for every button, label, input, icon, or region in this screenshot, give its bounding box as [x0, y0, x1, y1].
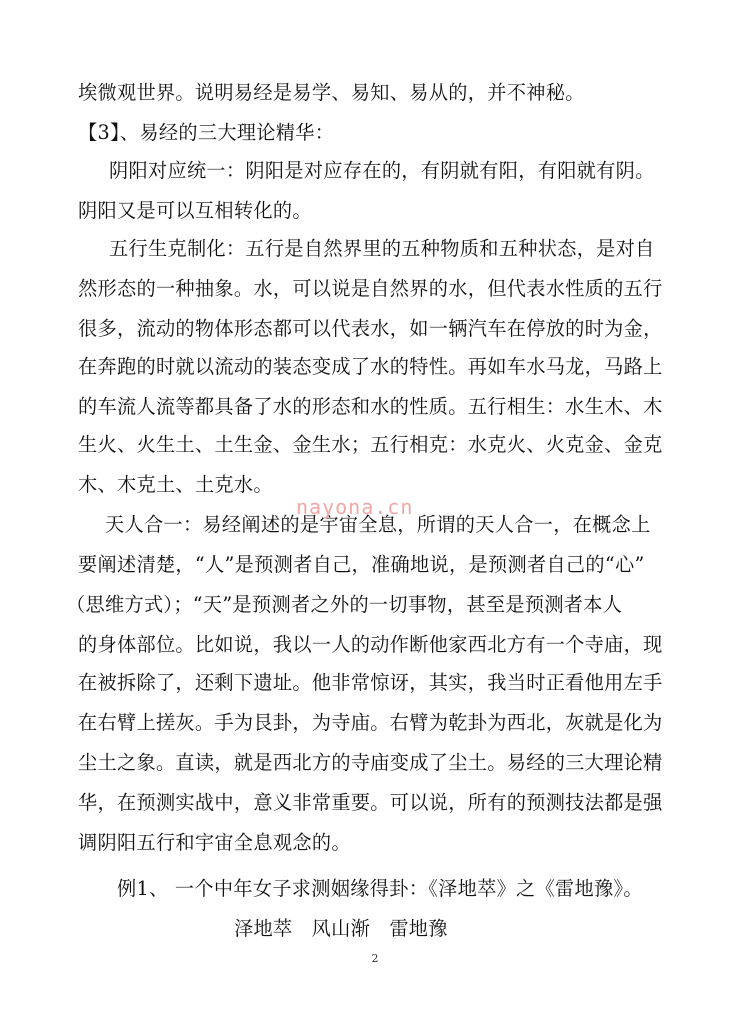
watermark: nayona.cn	[296, 495, 414, 519]
text-line-11: 木、木克土、土克水。	[78, 473, 273, 496]
text-line-14: （思维方式）；“天”是预测者之外的一切事物，甚至是预测者本人	[66, 593, 623, 616]
text-line-17: 在右臂上搓灰。手为艮卦，为寺庙。右臂为乾卦为西北，灰就是化为	[78, 711, 663, 734]
text-line-18: 尘土之象。直读，就是西北方的寺庙变成了尘土。易经的三大理论精	[78, 751, 663, 774]
text-line-4: 阴阳又是可以互相转化的。	[78, 199, 312, 222]
text-line-10: 生火、火生土、土生金、金生水；五行相克：水克火、火克金、金克	[78, 433, 663, 456]
text-line-13: 要阐述清楚，“人”是预测者自己，准确地说，是预测者自己的“心”	[78, 553, 645, 576]
section-heading: 【3】、易经的三大理论精华：	[78, 121, 335, 144]
text-line-1: 埃微观世界。说明易经是易学、易知、易从的，并不神秘。	[78, 81, 585, 104]
hexagram-names: 泽地萃 风山渐 雷地豫	[234, 917, 448, 940]
text-line-5: 五行生克制化：五行是自然界里的五种物质和五种状态，是对自	[109, 237, 655, 260]
text-line-3: 阴阳对应统一：阴阳是对应存在的，有阴就有阳，有阳就有阴。	[109, 159, 655, 182]
text-line-12: 天人合一：易经阐述的是宇宙全息，所谓的天人合一，在概念上	[105, 513, 651, 536]
text-line-6: 然形态的一种抽象。水，可以说是自然界的水，但代表水性质的五行	[78, 277, 663, 300]
text-line-15: 的身体部位。比如说，我以一人的动作断他家西北方有一个寺庙，现	[78, 633, 663, 656]
text-line-8: 在奔跑的时就以流动的装态变成了水的特性。再如车水马龙，马路上	[78, 355, 663, 378]
text-line-7: 很多，流动的物体形态都可以代表水，如一辆汽车在停放的时为金，	[78, 317, 663, 340]
page-number: 2	[371, 952, 379, 965]
text-line-16: 在被拆除了，还剩下遗址。他非常惊讶，其实，我当时正看他用左手	[78, 671, 663, 694]
text-line-20: 调阴阳五行和宇宙全息观念的。	[78, 831, 351, 854]
text-line-19: 华，在预测实战中，意义非常重要。可以说，所有的预测技法都是强	[78, 791, 663, 814]
text-line-9: 的车流人流等都具备了水的形态和水的性质。五行相生：水生木、木	[78, 395, 663, 418]
example-line: 例1、 一个中年女子求测姻缘得卦：《泽地萃》之《雷地豫》。	[117, 877, 643, 900]
